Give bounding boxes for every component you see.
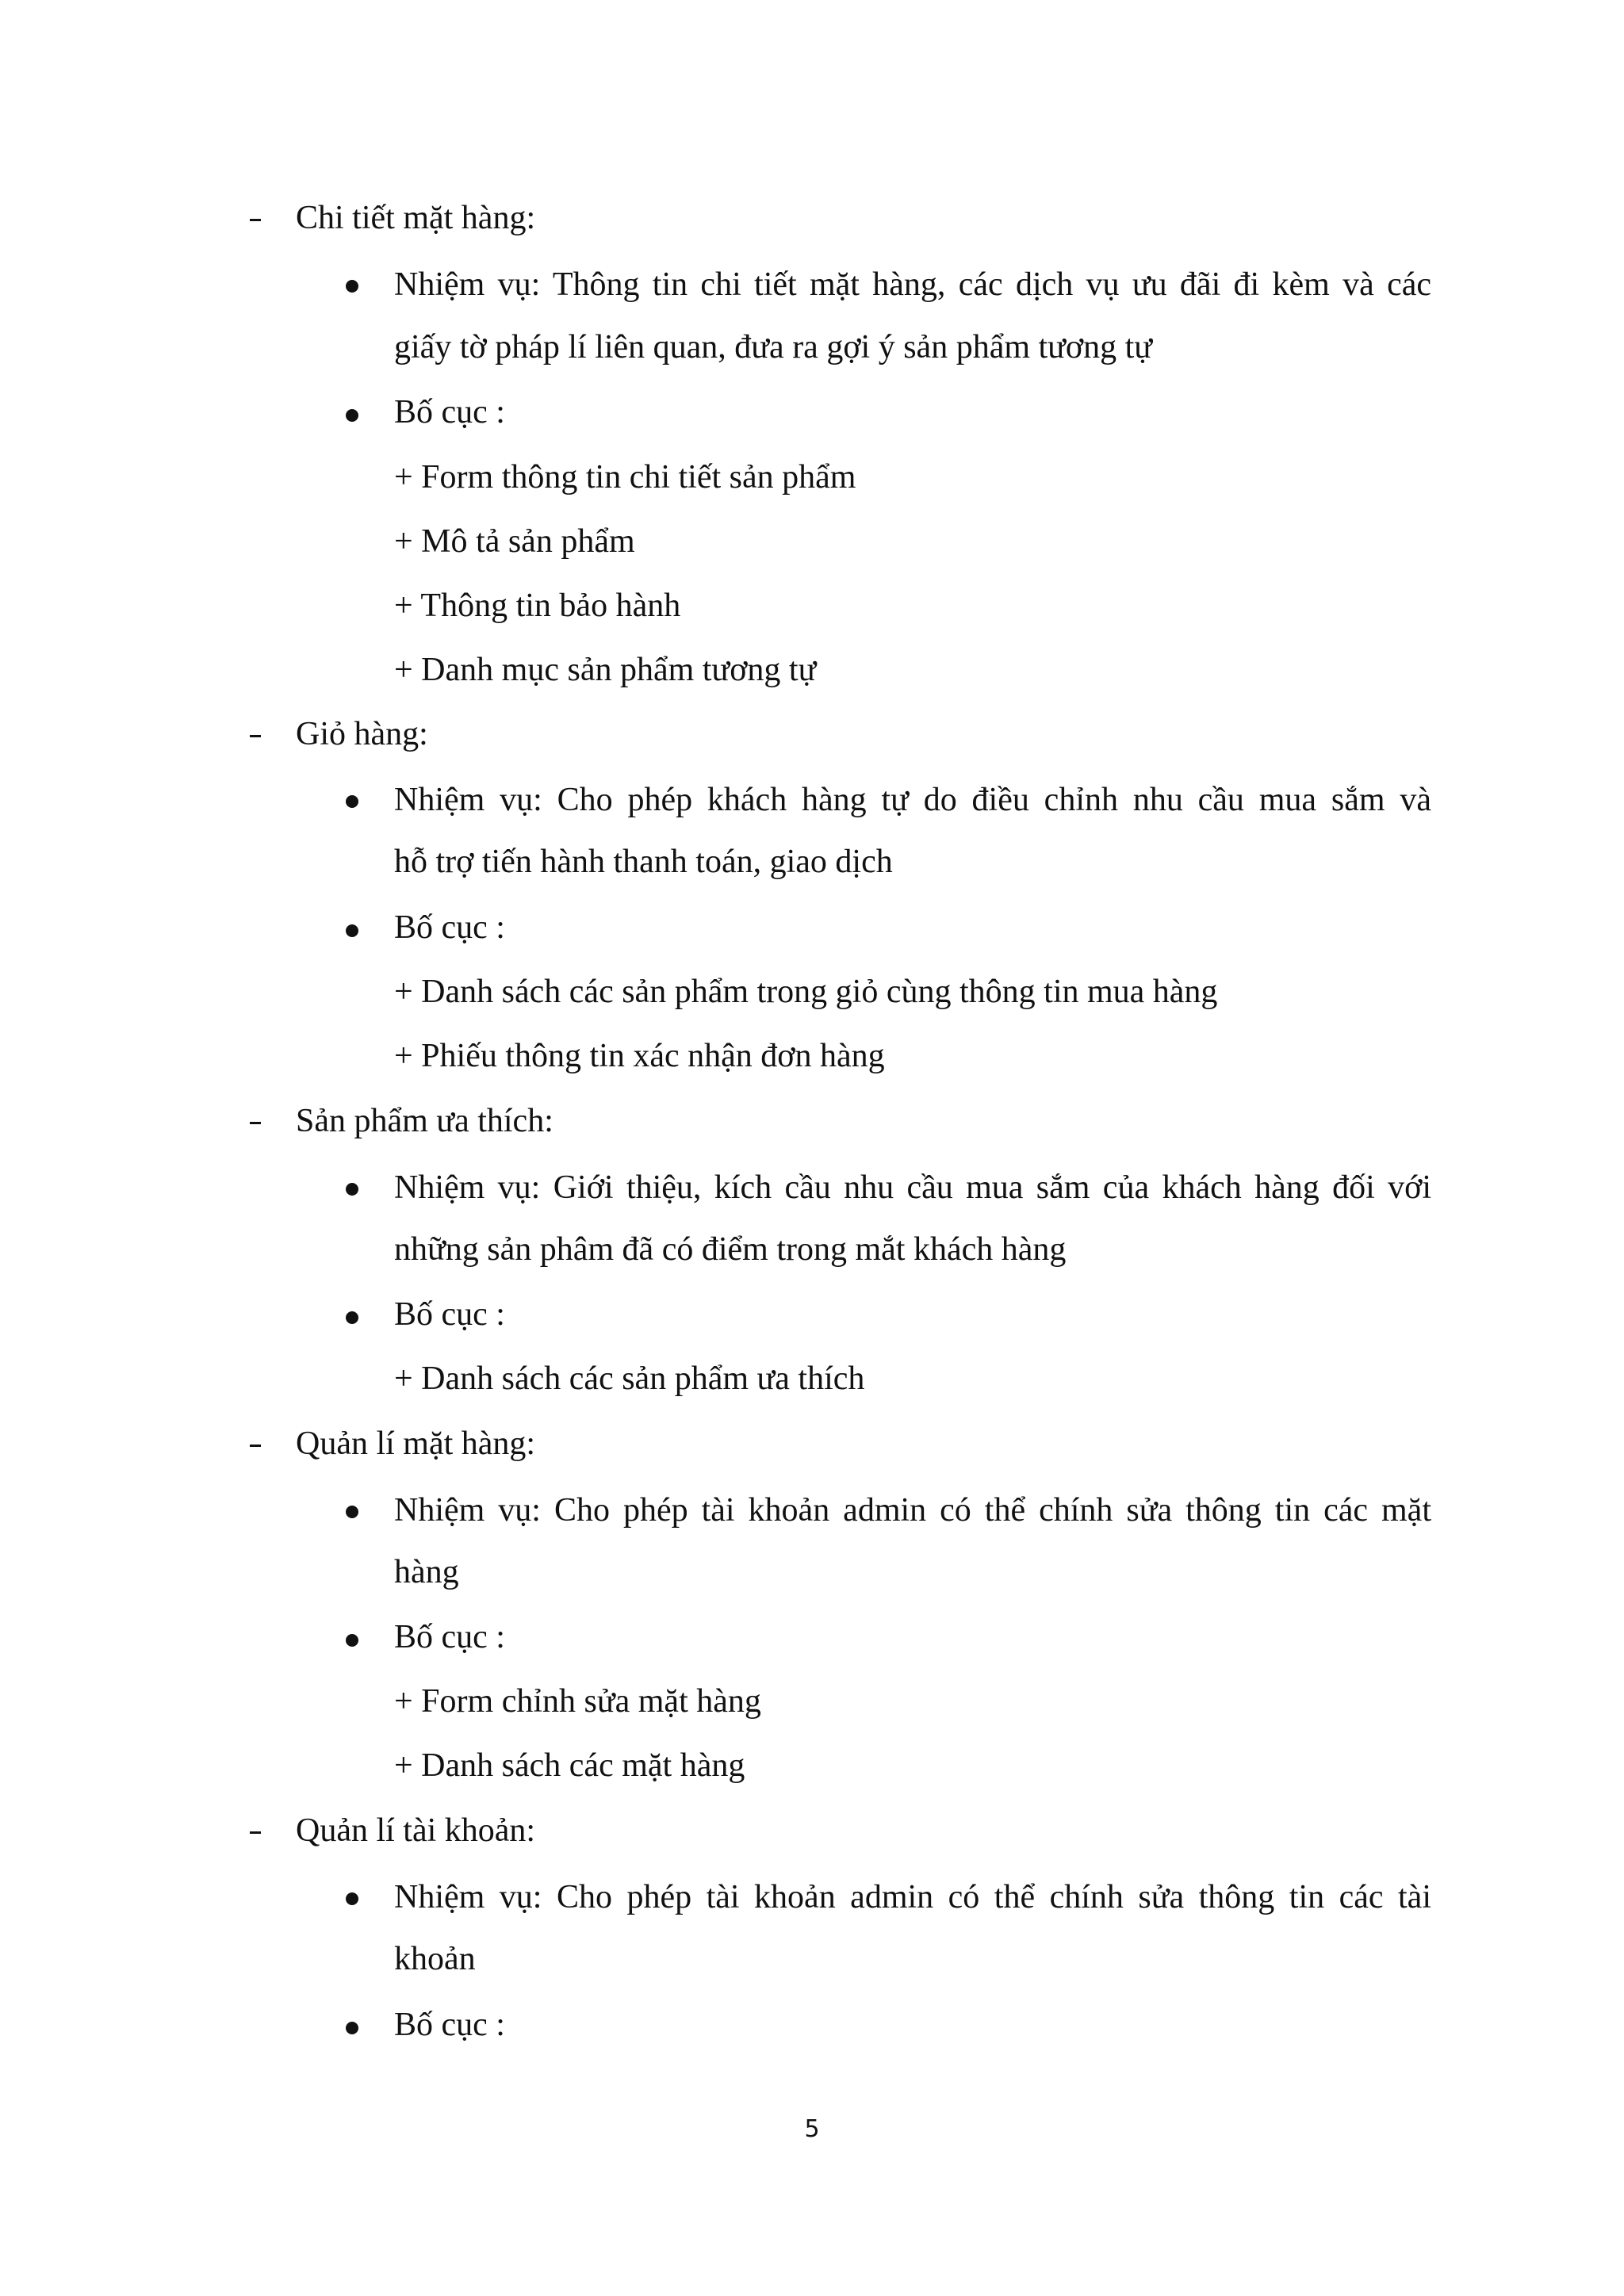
bullet-marker (346, 1506, 358, 1518)
section-heading: Giỏ hàng: (296, 716, 428, 752)
task-line: Nhiệm vụ: Thông tin chi tiết mặt hàng, các dịch vụ ưu đãi đi kèm và các (394, 266, 1431, 303)
dash-marker (250, 219, 261, 221)
layout-item: + Form chỉnh sửa mặt hàng (394, 1683, 761, 1720)
bullet-marker (346, 1634, 358, 1647)
dash-marker (250, 1445, 261, 1447)
task-line: Nhiệm vụ: Cho phép tài khoản admin có thể chính sửa thông tin các tài (394, 1879, 1431, 1915)
task-line: hỗ trợ tiến hành thanh toán, giao dịch (394, 844, 893, 880)
layout-item: + Thông tin bảo hành (394, 587, 681, 624)
section-heading: Quản lí tài khoản: (296, 1812, 536, 1849)
bullet-marker (346, 1892, 358, 1905)
bullet-marker (346, 1311, 358, 1324)
task-line: Nhiệm vụ: Cho phép khách hàng tự do điều chỉnh nhu cầu mua sắm và (394, 782, 1431, 818)
layout-item: + Mô tả sản phẩm (394, 523, 635, 560)
dash-marker (250, 1831, 261, 1834)
dash-marker (250, 1122, 261, 1124)
dash-marker (250, 735, 261, 737)
bullet-marker (346, 924, 358, 937)
layout-label: Bố cục : (394, 2007, 505, 2043)
bullet-marker (346, 280, 358, 293)
page-number: 5 (804, 2115, 820, 2143)
bullet-marker (346, 795, 358, 808)
section-heading: Quản lí mặt hàng: (296, 1425, 536, 1462)
layout-item: + Danh sách các sản phẩm ưa thích (394, 1360, 865, 1397)
layout-label: Bố cục : (394, 1619, 505, 1655)
layout-item: + Form thông tin chi tiết sản phẩm (394, 459, 856, 496)
task-line: Nhiệm vụ: Cho phép tài khoản admin có thể chính sửa thông tin các mặt (394, 1492, 1431, 1529)
task-line: giấy tờ pháp lí liên quan, đưa ra gợi ý sản phẩm tương tự (394, 329, 1153, 365)
task-line: những sản phâm đã có điểm trong mắt khách hàng (394, 1231, 1067, 1268)
layout-item: + Danh sách các mặt hàng (394, 1747, 745, 1784)
section-heading: Sản phẩm ưa thích: (296, 1103, 553, 1139)
layout-label: Bố cục : (394, 1296, 505, 1333)
task-line: hàng (394, 1554, 459, 1590)
layout-item: + Danh mục sản phẩm tương tự (394, 652, 817, 688)
bullet-marker (346, 2022, 358, 2034)
task-line: khoản (394, 1941, 476, 1977)
layout-label: Bố cục : (394, 909, 505, 946)
layout-item: + Danh sách các sản phẩm trong giỏ cùng thông tin mua hàng (394, 974, 1218, 1010)
layout-item: + Phiếu thông tin xác nhận đơn hàng (394, 1038, 885, 1074)
task-line: Nhiệm vụ: Giới thiệu, kích cầu nhu cầu mua sắm của khách hàng đối với (394, 1169, 1431, 1206)
section-heading: Chi tiết mặt hàng: (296, 200, 536, 236)
bullet-marker (346, 409, 358, 422)
layout-label: Bố cục : (394, 394, 505, 430)
bullet-marker (346, 1183, 358, 1196)
